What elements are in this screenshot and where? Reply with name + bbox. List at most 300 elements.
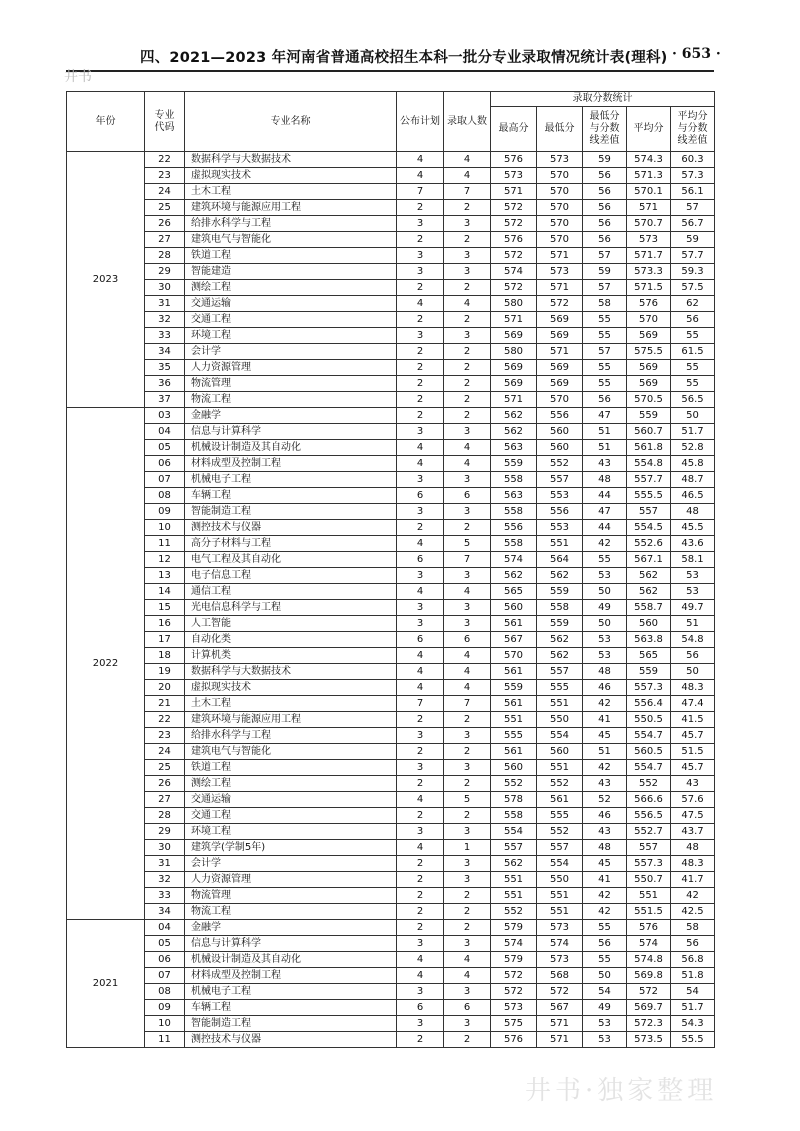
- avg-diff-cell: 45.8: [671, 456, 715, 472]
- max-cell: 573: [491, 168, 537, 184]
- plan-cell: 2: [397, 808, 444, 824]
- admitted-cell: 3: [444, 856, 491, 872]
- name-cell: 人工智能: [185, 616, 397, 632]
- code-cell: 33: [145, 888, 185, 904]
- table-row: [67, 424, 715, 440]
- min-cell: 553: [537, 488, 583, 504]
- table-row: [67, 568, 715, 584]
- code-cell: 23: [145, 168, 185, 184]
- max-cell: 558: [491, 472, 537, 488]
- avg-cell: 550.5: [627, 712, 671, 728]
- plan-cell: 4: [397, 584, 444, 600]
- admitted-cell: 2: [444, 376, 491, 392]
- max-cell: 557: [491, 840, 537, 856]
- max-cell: 574: [491, 264, 537, 280]
- min-cell: 570: [537, 392, 583, 408]
- plan-cell: 2: [397, 392, 444, 408]
- code-cell: 06: [145, 456, 185, 472]
- name-cell: 信息与计算科学: [185, 936, 397, 952]
- min-diff-cell: 56: [583, 936, 627, 952]
- max-cell: 562: [491, 408, 537, 424]
- name-cell: 车辆工程: [185, 488, 397, 504]
- code-cell: 17: [145, 632, 185, 648]
- col-header-avg-diff: [671, 107, 715, 152]
- table-row: [67, 776, 715, 792]
- max-cell: 579: [491, 920, 537, 936]
- min-cell: 562: [537, 568, 583, 584]
- table-row: [67, 536, 715, 552]
- max-cell: 552: [491, 904, 537, 920]
- avg-diff-cell: 48.3: [671, 856, 715, 872]
- name-cell: 测绘工程: [185, 776, 397, 792]
- avg-cell: 552.6: [627, 536, 671, 552]
- min-cell: 569: [537, 312, 583, 328]
- avg-diff-cell: 58.1: [671, 552, 715, 568]
- table-row: [67, 824, 715, 840]
- min-diff-cell: 47: [583, 408, 627, 424]
- admitted-cell: 3: [444, 264, 491, 280]
- max-cell: 576: [491, 152, 537, 168]
- admitted-cell: 3: [444, 424, 491, 440]
- col-header-min-diff-text: 最低分与分数线差值: [589, 111, 620, 146]
- name-cell: 测控技术与仪器: [185, 1032, 397, 1048]
- avg-cell: 574: [627, 936, 671, 952]
- min-diff-cell: 42: [583, 760, 627, 776]
- name-cell: 机械电子工程: [185, 472, 397, 488]
- code-cell: 33: [145, 328, 185, 344]
- name-cell: 智能制造工程: [185, 1016, 397, 1032]
- code-cell: 35: [145, 360, 185, 376]
- max-cell: 560: [491, 760, 537, 776]
- code-cell: 04: [145, 920, 185, 936]
- min-diff-cell: 59: [583, 264, 627, 280]
- name-cell: 物流工程: [185, 904, 397, 920]
- code-cell: 32: [145, 312, 185, 328]
- plan-cell: 3: [397, 472, 444, 488]
- max-cell: 554: [491, 824, 537, 840]
- avg-cell: 569: [627, 376, 671, 392]
- admitted-cell: 4: [444, 168, 491, 184]
- table-row: [67, 680, 715, 696]
- min-cell: 552: [537, 456, 583, 472]
- plan-cell: 4: [397, 536, 444, 552]
- plan-cell: 3: [397, 568, 444, 584]
- min-cell: 551: [537, 904, 583, 920]
- avg-diff-cell: 60.3: [671, 152, 715, 168]
- min-cell: 571: [537, 1016, 583, 1032]
- admitted-cell: 2: [444, 344, 491, 360]
- max-cell: 572: [491, 280, 537, 296]
- table-row: [67, 856, 715, 872]
- min-cell: 573: [537, 952, 583, 968]
- plan-cell: 2: [397, 200, 444, 216]
- name-cell: 光电信息科学与工程: [185, 600, 397, 616]
- name-cell: 物流工程: [185, 392, 397, 408]
- admitted-cell: 3: [444, 824, 491, 840]
- admitted-cell: 3: [444, 504, 491, 520]
- table-row: [67, 312, 715, 328]
- table-row: [67, 1032, 715, 1048]
- min-cell: 570: [537, 168, 583, 184]
- name-cell: 机械设计制造及其自动化: [185, 440, 397, 456]
- admitted-cell: 4: [444, 664, 491, 680]
- table-row: [67, 168, 715, 184]
- avg-cell: 570: [627, 312, 671, 328]
- plan-cell: 2: [397, 376, 444, 392]
- table-row: [67, 328, 715, 344]
- table-row: [67, 968, 715, 984]
- year-cell: 2023: [67, 152, 145, 408]
- code-cell: 20: [145, 680, 185, 696]
- table-row: [67, 488, 715, 504]
- min-cell: 555: [537, 680, 583, 696]
- avg-diff-cell: 51.7: [671, 424, 715, 440]
- admitted-cell: 2: [444, 392, 491, 408]
- table-row: [67, 376, 715, 392]
- min-cell: 571: [537, 248, 583, 264]
- min-diff-cell: 52: [583, 792, 627, 808]
- admitted-cell: 5: [444, 536, 491, 552]
- min-diff-cell: 53: [583, 648, 627, 664]
- avg-diff-cell: 50: [671, 664, 715, 680]
- avg-diff-cell: 51: [671, 616, 715, 632]
- code-cell: 08: [145, 488, 185, 504]
- plan-cell: 3: [397, 264, 444, 280]
- admitted-cell: 4: [444, 296, 491, 312]
- table-row: [67, 984, 715, 1000]
- max-cell: 574: [491, 552, 537, 568]
- plan-cell: 2: [397, 712, 444, 728]
- code-cell: 30: [145, 280, 185, 296]
- min-diff-cell: 56: [583, 200, 627, 216]
- avg-cell: 554.8: [627, 456, 671, 472]
- admitted-cell: 3: [444, 1016, 491, 1032]
- max-cell: 559: [491, 680, 537, 696]
- min-diff-cell: 50: [583, 616, 627, 632]
- avg-cell: 574.3: [627, 152, 671, 168]
- min-cell: 571: [537, 344, 583, 360]
- col-header-score-group: 录取分数统计: [491, 92, 715, 107]
- code-cell: 18: [145, 648, 185, 664]
- admitted-cell: 2: [444, 776, 491, 792]
- table-row: [67, 584, 715, 600]
- plan-cell: 6: [397, 1000, 444, 1016]
- admitted-cell: 6: [444, 488, 491, 504]
- admitted-cell: 2: [444, 712, 491, 728]
- admitted-cell: 6: [444, 1000, 491, 1016]
- min-diff-cell: 45: [583, 856, 627, 872]
- page-header: [0, 46, 800, 70]
- min-cell: 570: [537, 184, 583, 200]
- max-cell: 561: [491, 744, 537, 760]
- name-cell: 给排水科学与工程: [185, 216, 397, 232]
- avg-cell: 569: [627, 360, 671, 376]
- plan-cell: 3: [397, 760, 444, 776]
- plan-cell: 4: [397, 440, 444, 456]
- max-cell: 563: [491, 440, 537, 456]
- avg-diff-cell: 41.5: [671, 712, 715, 728]
- plan-cell: 2: [397, 408, 444, 424]
- col-header-min: 最低分: [537, 107, 583, 152]
- avg-diff-cell: 56.5: [671, 392, 715, 408]
- min-cell: 554: [537, 728, 583, 744]
- max-cell: 569: [491, 376, 537, 392]
- max-cell: 575: [491, 1016, 537, 1032]
- table-row: [67, 280, 715, 296]
- avg-cell: 573.5: [627, 1032, 671, 1048]
- col-header-name: 专业名称: [185, 92, 397, 152]
- code-cell: 22: [145, 712, 185, 728]
- max-cell: 562: [491, 856, 537, 872]
- plan-cell: 4: [397, 648, 444, 664]
- plan-cell: 3: [397, 824, 444, 840]
- table-row: [67, 840, 715, 856]
- admitted-cell: 7: [444, 696, 491, 712]
- plan-cell: 2: [397, 872, 444, 888]
- max-cell: 579: [491, 952, 537, 968]
- name-cell: 材料成型及控制工程: [185, 456, 397, 472]
- page-title: 四、2021—2023 年河南省普通高校招生本科一批分专业录取情况统计表(理科): [140, 50, 668, 66]
- avg-diff-cell: 50: [671, 408, 715, 424]
- avg-cell: 572: [627, 984, 671, 1000]
- plan-cell: 3: [397, 504, 444, 520]
- code-cell: 05: [145, 440, 185, 456]
- name-cell: 测控技术与仪器: [185, 520, 397, 536]
- admitted-cell: 4: [444, 952, 491, 968]
- code-cell: 03: [145, 408, 185, 424]
- code-cell: 04: [145, 424, 185, 440]
- min-diff-cell: 55: [583, 328, 627, 344]
- table-row: [67, 632, 715, 648]
- avg-diff-cell: 58: [671, 920, 715, 936]
- name-cell: 电子信息工程: [185, 568, 397, 584]
- avg-cell: 558.7: [627, 600, 671, 616]
- avg-cell: 574.8: [627, 952, 671, 968]
- admission-table-container: [66, 91, 715, 1048]
- max-cell: 572: [491, 248, 537, 264]
- max-cell: 569: [491, 360, 537, 376]
- header-rule: [66, 70, 714, 72]
- plan-cell: 2: [397, 1032, 444, 1048]
- publisher-stamp: 井书: [64, 69, 92, 85]
- avg-cell: 567.1: [627, 552, 671, 568]
- admitted-cell: 3: [444, 216, 491, 232]
- avg-cell: 573: [627, 232, 671, 248]
- avg-diff-cell: 51.7: [671, 1000, 715, 1016]
- plan-cell: 4: [397, 840, 444, 856]
- avg-diff-cell: 56.1: [671, 184, 715, 200]
- plan-cell: 2: [397, 344, 444, 360]
- admitted-cell: 2: [444, 888, 491, 904]
- avg-cell: 571.3: [627, 168, 671, 184]
- min-cell: 571: [537, 1032, 583, 1048]
- table-row: [67, 344, 715, 360]
- code-cell: 11: [145, 1032, 185, 1048]
- avg-diff-cell: 57.5: [671, 280, 715, 296]
- name-cell: 人力资源管理: [185, 360, 397, 376]
- min-cell: 551: [537, 536, 583, 552]
- plan-cell: 2: [397, 904, 444, 920]
- plan-cell: 2: [397, 856, 444, 872]
- min-cell: 560: [537, 424, 583, 440]
- table-row: [67, 808, 715, 824]
- admitted-cell: 4: [444, 648, 491, 664]
- plan-cell: 2: [397, 920, 444, 936]
- name-cell: 物流管理: [185, 888, 397, 904]
- plan-cell: 6: [397, 632, 444, 648]
- max-cell: 580: [491, 296, 537, 312]
- min-cell: 567: [537, 1000, 583, 1016]
- admitted-cell: 2: [444, 200, 491, 216]
- avg-diff-cell: 45.7: [671, 728, 715, 744]
- max-cell: 574: [491, 936, 537, 952]
- min-cell: 568: [537, 968, 583, 984]
- avg-diff-cell: 51.5: [671, 744, 715, 760]
- max-cell: 563: [491, 488, 537, 504]
- name-cell: 金融学: [185, 920, 397, 936]
- avg-diff-cell: 56.8: [671, 952, 715, 968]
- min-diff-cell: 53: [583, 568, 627, 584]
- admitted-cell: 3: [444, 600, 491, 616]
- max-cell: 567: [491, 632, 537, 648]
- name-cell: 智能制造工程: [185, 504, 397, 520]
- max-cell: 560: [491, 600, 537, 616]
- name-cell: 数据科学与大数据技术: [185, 664, 397, 680]
- min-cell: 569: [537, 328, 583, 344]
- plan-cell: 4: [397, 680, 444, 696]
- plan-cell: 4: [397, 456, 444, 472]
- table-row: [67, 552, 715, 568]
- plan-cell: 3: [397, 728, 444, 744]
- table-row: [67, 408, 715, 424]
- avg-diff-cell: 54.3: [671, 1016, 715, 1032]
- code-cell: 31: [145, 296, 185, 312]
- name-cell: 信息与计算科学: [185, 424, 397, 440]
- admitted-cell: 3: [444, 936, 491, 952]
- max-cell: 572: [491, 968, 537, 984]
- plan-cell: 2: [397, 360, 444, 376]
- min-diff-cell: 42: [583, 536, 627, 552]
- table-row: [67, 872, 715, 888]
- plan-cell: 3: [397, 328, 444, 344]
- avg-diff-cell: 43: [671, 776, 715, 792]
- avg-cell: 559: [627, 408, 671, 424]
- max-cell: 552: [491, 776, 537, 792]
- avg-cell: 557.3: [627, 856, 671, 872]
- max-cell: 558: [491, 504, 537, 520]
- avg-diff-cell: 48.7: [671, 472, 715, 488]
- avg-diff-cell: 54: [671, 984, 715, 1000]
- col-header-min-diff: [583, 107, 627, 152]
- max-cell: 555: [491, 728, 537, 744]
- min-cell: 554: [537, 856, 583, 872]
- admitted-cell: 2: [444, 360, 491, 376]
- min-cell: 562: [537, 632, 583, 648]
- min-diff-cell: 53: [583, 632, 627, 648]
- avg-diff-cell: 61.5: [671, 344, 715, 360]
- max-cell: 578: [491, 792, 537, 808]
- name-cell: 会计学: [185, 856, 397, 872]
- max-cell: 571: [491, 184, 537, 200]
- table-row: [67, 728, 715, 744]
- plan-cell: 4: [397, 792, 444, 808]
- min-diff-cell: 55: [583, 920, 627, 936]
- code-cell: 16: [145, 616, 185, 632]
- min-diff-cell: 50: [583, 968, 627, 984]
- avg-cell: 551: [627, 888, 671, 904]
- name-cell: 金融学: [185, 408, 397, 424]
- avg-cell: 554.7: [627, 728, 671, 744]
- avg-diff-cell: 57.6: [671, 792, 715, 808]
- plan-cell: 4: [397, 968, 444, 984]
- admitted-cell: 4: [444, 680, 491, 696]
- table-row: [67, 504, 715, 520]
- avg-diff-cell: 48.3: [671, 680, 715, 696]
- min-diff-cell: 56: [583, 392, 627, 408]
- min-diff-cell: 54: [583, 984, 627, 1000]
- min-diff-cell: 46: [583, 680, 627, 696]
- max-cell: 561: [491, 616, 537, 632]
- table-row: [67, 184, 715, 200]
- avg-diff-cell: 47.5: [671, 808, 715, 824]
- min-cell: 550: [537, 872, 583, 888]
- table-row: [67, 696, 715, 712]
- year-cell: 2021: [67, 920, 145, 1048]
- table-row: [67, 1016, 715, 1032]
- avg-cell: 559: [627, 664, 671, 680]
- name-cell: 虚拟现实技术: [185, 168, 397, 184]
- name-cell: 环境工程: [185, 824, 397, 840]
- avg-diff-cell: 59: [671, 232, 715, 248]
- avg-cell: 551.5: [627, 904, 671, 920]
- admitted-cell: 3: [444, 616, 491, 632]
- admitted-cell: 3: [444, 248, 491, 264]
- avg-cell: 570.7: [627, 216, 671, 232]
- table-row: [67, 456, 715, 472]
- min-cell: 551: [537, 888, 583, 904]
- table-row: [67, 920, 715, 936]
- admitted-cell: 2: [444, 808, 491, 824]
- code-cell: 26: [145, 776, 185, 792]
- min-diff-cell: 57: [583, 248, 627, 264]
- plan-cell: 3: [397, 216, 444, 232]
- max-cell: 558: [491, 808, 537, 824]
- plan-cell: 6: [397, 552, 444, 568]
- admitted-cell: 2: [444, 904, 491, 920]
- col-header-avg: 平均分: [627, 107, 671, 152]
- admitted-cell: 7: [444, 552, 491, 568]
- min-cell: 557: [537, 840, 583, 856]
- min-diff-cell: 50: [583, 584, 627, 600]
- name-cell: 车辆工程: [185, 1000, 397, 1016]
- col-header-admitted: 录取人数: [444, 92, 491, 152]
- avg-cell: 554.7: [627, 760, 671, 776]
- min-diff-cell: 59: [583, 152, 627, 168]
- name-cell: 机械设计制造及其自动化: [185, 952, 397, 968]
- name-cell: 数据科学与大数据技术: [185, 152, 397, 168]
- min-diff-cell: 46: [583, 808, 627, 824]
- avg-diff-cell: 51.8: [671, 968, 715, 984]
- avg-diff-cell: 57.7: [671, 248, 715, 264]
- code-cell: 23: [145, 728, 185, 744]
- avg-cell: 556.4: [627, 696, 671, 712]
- avg-cell: 552.7: [627, 824, 671, 840]
- avg-diff-cell: 43.6: [671, 536, 715, 552]
- min-diff-cell: 53: [583, 1016, 627, 1032]
- min-diff-cell: 45: [583, 728, 627, 744]
- code-cell: 32: [145, 872, 185, 888]
- admitted-cell: 2: [444, 280, 491, 296]
